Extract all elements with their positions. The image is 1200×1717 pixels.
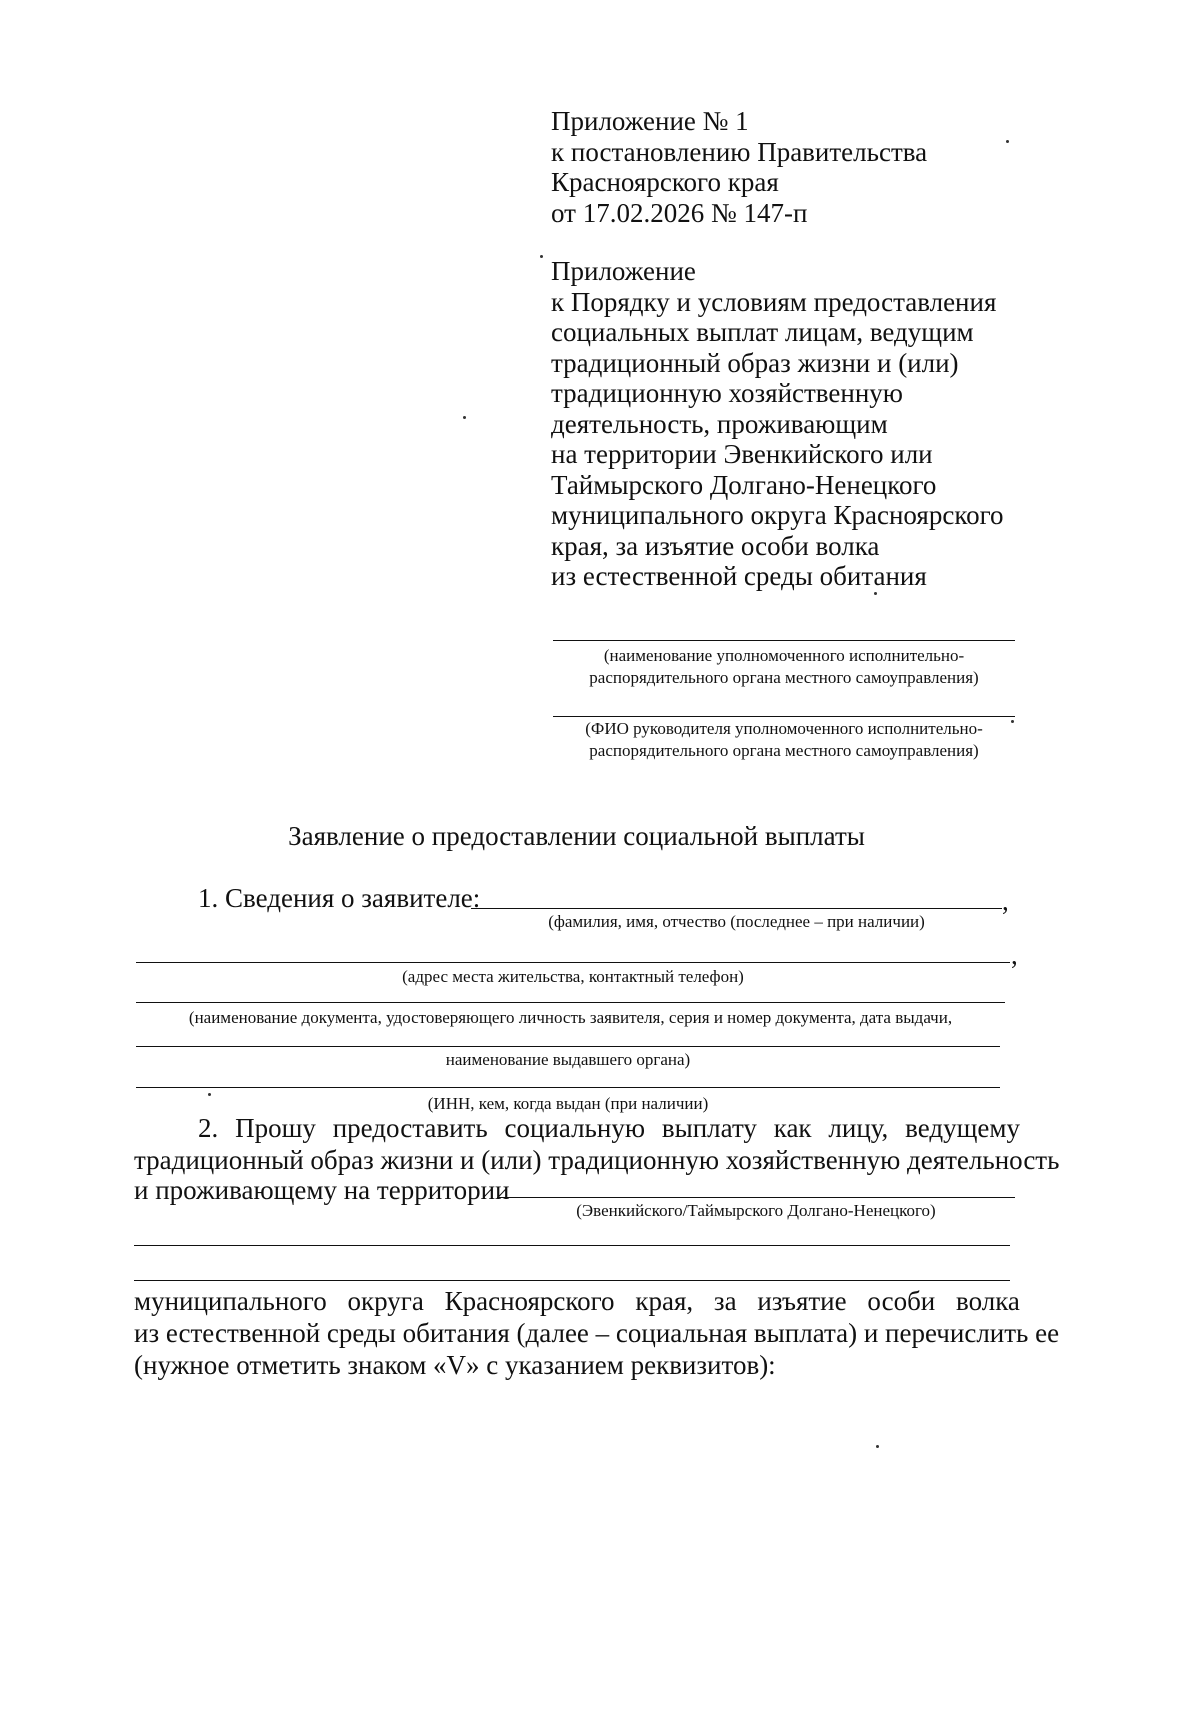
word: Красноярского — [444, 1286, 615, 1316]
appendix-2-line: из естественной среды обитания — [551, 561, 927, 591]
appendix-2-line: социальных выплат лицам, ведущим — [551, 317, 974, 347]
appendix-2-line: традиционный образ жизни и (или) — [551, 347, 959, 378]
word: как — [773, 1113, 812, 1143]
fio-caption: (фамилия, имя, отчество (последнее – при наличии) — [548, 912, 925, 931]
scan-speck — [540, 255, 543, 258]
word: социальную — [504, 1113, 645, 1143]
appendix-2-line: традиционную хозяйственную — [551, 378, 903, 408]
appendix-2-line: Таймырского Долгано-Ненецкого — [551, 469, 937, 500]
territory-field-continued[interactable] — [134, 1245, 1010, 1246]
caption-line: распорядительного органа местного самоуправления) — [589, 741, 979, 760]
fio-field[interactable] — [471, 908, 1002, 909]
appendix-2-line: муниципального округа Красноярского — [551, 500, 1004, 530]
word: Прошу — [235, 1113, 316, 1143]
section-2-line-2: традиционный образ жизни и (или) традиционную хозяйственную деятельность — [134, 1145, 1060, 1175]
paragraph-line-3: (нужное отметить знаком «V» с указанием реквизитов): — [134, 1350, 776, 1380]
scan-speck — [1006, 140, 1009, 143]
appendix-1-line: от 17.02.2026 № 147-п — [551, 197, 808, 228]
appendix-1-line: Красноярского края — [551, 167, 779, 197]
appendix-1-line: к постановлению Правительства — [551, 136, 928, 167]
appendix-2-line: к Порядку и условиям предоставления — [551, 286, 997, 317]
word: волка — [956, 1286, 1020, 1316]
word: предоставить — [332, 1113, 488, 1143]
inn-caption: (ИНН, кем, когда выдан (при наличии) — [427, 1094, 709, 1113]
identity-document-field[interactable] — [136, 1002, 1005, 1003]
organ-name-field[interactable] — [553, 640, 1015, 641]
word: изъятие — [757, 1286, 847, 1316]
word: ведущему — [905, 1113, 1020, 1143]
territory-field-continued[interactable] — [134, 1280, 1010, 1281]
address-field[interactable] — [136, 962, 1010, 963]
identity-document-caption: (наименование документа, удостоверяющего личность заявителя, серия и номер документа, дата выдачи, — [188, 1008, 953, 1027]
scan-speck — [874, 592, 877, 595]
comma: , — [1002, 886, 1009, 916]
paragraph-line-2: из естественной среды обитания (далее – социальная выплата) и перечислить ее — [134, 1318, 1060, 1348]
section-1-label: 1. Сведения о заявителе: — [198, 883, 481, 913]
head-fio-field[interactable] — [553, 716, 1015, 717]
territory-caption: (Эвенкийского/Таймырского Долгано-Ненецкого) — [576, 1201, 936, 1220]
word: выплату — [661, 1113, 757, 1143]
head-fio-caption — [553, 718, 1015, 762]
comma: , — [1011, 940, 1018, 970]
scan-speck — [1011, 720, 1014, 723]
appendix-1-header — [551, 106, 927, 228]
appendix-2-line: края, за изъятие особи волка — [551, 530, 880, 561]
territory-field[interactable] — [497, 1197, 1015, 1198]
caption-line: (наименование уполномоченного исполнительно- — [603, 646, 965, 665]
inn-field[interactable] — [136, 1087, 1000, 1088]
scan-speck — [208, 1093, 211, 1096]
organ-name-caption — [553, 645, 1015, 689]
scan-speck — [876, 1445, 879, 1448]
word: особи — [867, 1286, 936, 1316]
section-2-line-1 — [198, 1113, 1020, 1143]
scan-speck — [463, 416, 466, 419]
issuer-field[interactable] — [136, 1046, 1000, 1047]
word: 2. — [198, 1113, 219, 1143]
issuer-caption: наименование выдавшего органа) — [445, 1050, 691, 1069]
word: за — [713, 1286, 737, 1316]
word: округа — [347, 1286, 424, 1316]
address-caption: (адрес места жительства, контактный телефон) — [402, 967, 744, 986]
appendix-2-line: Приложение — [551, 256, 696, 286]
appendix-2-header — [551, 256, 1003, 592]
word: муниципального — [134, 1286, 327, 1316]
word: края, — [635, 1286, 694, 1316]
appendix-2-line: деятельность, проживающим — [551, 408, 888, 439]
word: лицу, — [828, 1113, 889, 1143]
caption-line: распорядительного органа местного самоуправления) — [589, 668, 979, 687]
section-2-line-3: и проживающему на территории — [134, 1175, 510, 1205]
paragraph-line-1 — [134, 1286, 1020, 1316]
caption-line: (ФИО руководителя уполномоченного исполнительно- — [585, 719, 983, 738]
appendix-1-line: Приложение № 1 — [551, 106, 749, 136]
appendix-2-line: на территории Эвенкийского или — [551, 439, 933, 469]
form-title: Заявление о предоставлении социальной выплаты — [288, 821, 865, 851]
